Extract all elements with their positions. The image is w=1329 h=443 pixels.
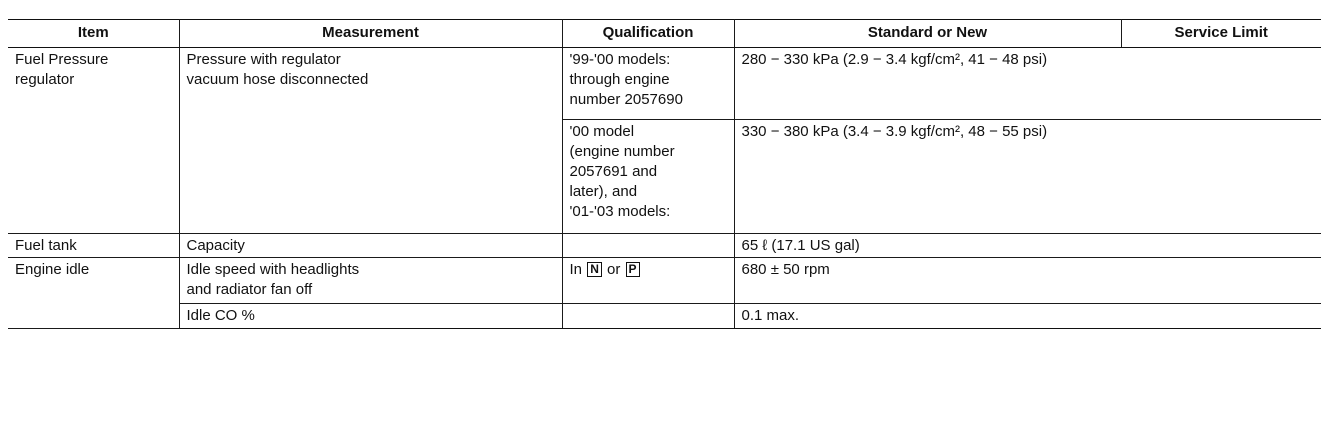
gear-p-badge: P <box>626 262 640 277</box>
qualification-early-models: '99-'00 models: through engine number 2057690 <box>562 48 734 120</box>
table-row <box>8 234 1321 258</box>
standard-idle-speed: 680 ± 50 rpm <box>734 258 1321 304</box>
measurement-idle-speed: Idle speed with headlights and radiator fan off <box>179 258 562 304</box>
gear-n-badge: N <box>587 262 602 277</box>
measurement-pressure: Pressure with regulator vacuum hose disconnected <box>179 48 562 234</box>
header-qualification: Qualification <box>562 20 734 48</box>
item-fuel-tank: Fuel tank <box>8 234 179 258</box>
measurement-idle-co: Idle CO % <box>179 304 562 329</box>
header-row <box>8 20 1321 48</box>
table-row <box>8 304 1321 329</box>
qualification-or-label: or <box>607 261 621 278</box>
qualification-fuel-tank <box>562 234 734 258</box>
standard-pressure-early: 280 − 330 kPa (2.9 − 3.4 kgf/cm², 41 − 48 psi) <box>734 48 1321 120</box>
measurement-capacity: Capacity <box>179 234 562 258</box>
standard-pressure-later: 330 − 380 kPa (3.4 − 3.9 kgf/cm², 48 − 55 psi) <box>734 120 1321 234</box>
header-service-limit: Service Limit <box>1121 20 1321 48</box>
standard-idle-co: 0.1 max. <box>734 304 1321 329</box>
standard-capacity: 65 ℓ (17.1 US gal) <box>734 234 1321 258</box>
qualification-later-models: '00 model (engine number 2057691 and later), and '01-'03 models: <box>562 120 734 234</box>
header-standard: Standard or New <box>734 20 1121 48</box>
specifications-table <box>8 19 1321 329</box>
header-measurement: Measurement <box>179 20 562 48</box>
table-row <box>8 48 1321 120</box>
item-engine-idle: Engine idle <box>8 258 179 329</box>
header-item: Item <box>8 20 179 48</box>
table-row <box>8 258 1321 304</box>
item-fuel-pressure-regulator: Fuel Pressure regulator <box>8 48 179 234</box>
qualification-idle-co <box>562 304 734 329</box>
qualification-in-label: In <box>569 261 583 278</box>
qualification-gear <box>562 258 734 304</box>
